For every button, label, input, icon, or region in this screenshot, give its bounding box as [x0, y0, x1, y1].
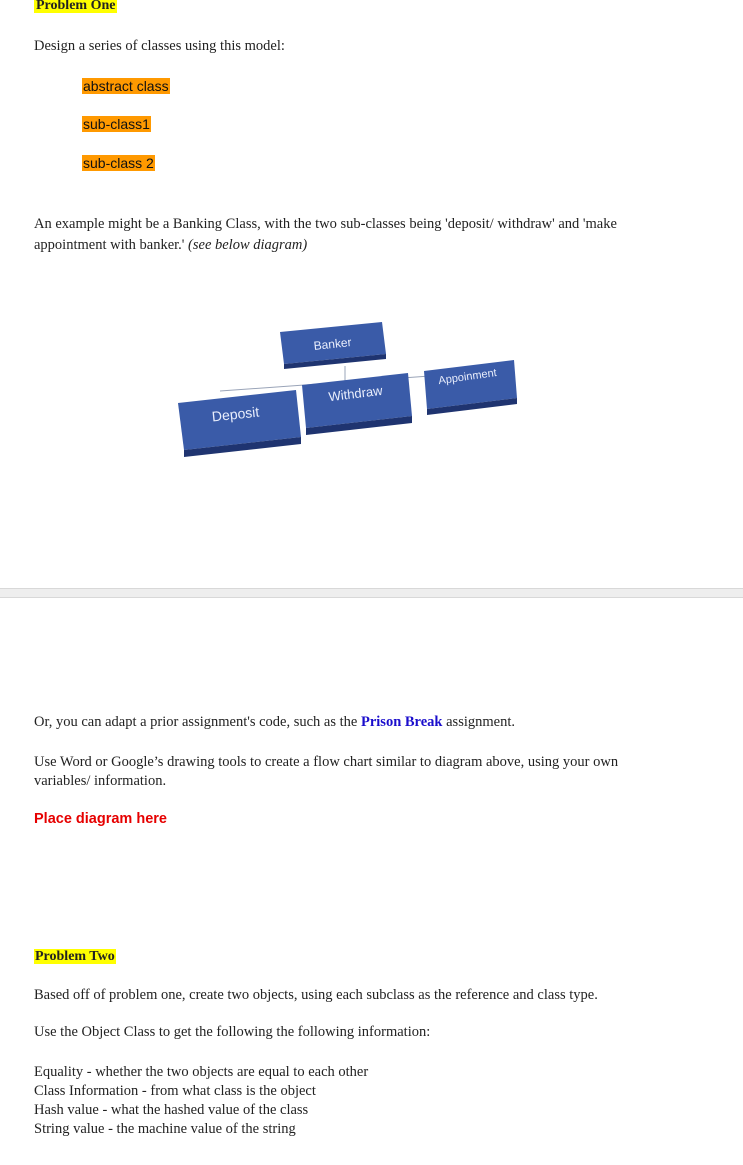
document-page-2	[0, 598, 743, 1165]
info-equality: Equality - whether the two objects are equal to each other	[34, 1064, 369, 1080]
example-note: (see below diagram)	[188, 237, 308, 253]
info-string: String value - the machine value of the string	[34, 1121, 296, 1137]
model-item-subclass2: sub-class 2	[83, 155, 154, 171]
banker-diagram	[170, 318, 530, 458]
example-text: An example might be a Banking Class, with the two sub-classes being 'deposit/ withdraw' and 'make appointment with banker.'	[34, 216, 617, 253]
diagram-node-deposit	[178, 390, 301, 457]
example-paragraph	[34, 214, 674, 256]
problem-two-text1: Based off of problem one, create two objects, using each subclass as the reference and class type.	[34, 987, 598, 1003]
diagram-node-withdraw	[302, 373, 412, 435]
problem-two-text2: Use the Object Class to get the following the following information:	[34, 1024, 431, 1040]
place-diagram-placeholder: Place diagram here	[34, 811, 167, 827]
diagram-node-banker	[280, 322, 386, 369]
diagram-label-deposit: Deposit	[211, 403, 260, 425]
intro-text: Design a series of classes using this model:	[34, 38, 285, 54]
problem-two-heading: Problem Two	[35, 949, 115, 964]
diagram-node-appoinment	[424, 360, 517, 415]
diagram-label-withdraw: Withdraw	[327, 382, 384, 405]
model-item-subclass1: sub-class1	[83, 116, 150, 132]
model-item-abstract: abstract class	[83, 78, 169, 94]
info-list	[34, 1063, 368, 1139]
tools-paragraph: Use Word or Google’s drawing tools to create a flow chart similar to diagram above, using your own variables/ information.	[34, 754, 619, 789]
page-break	[0, 588, 743, 598]
diagram-label-banker: Banker	[312, 335, 353, 353]
prison-break-link[interactable]: Prison Break	[360, 714, 443, 730]
diagram-label-appoinment: Appoinment	[437, 367, 498, 388]
info-class: Class Information - from what class is the object	[34, 1083, 316, 1099]
adapt-paragraph: Or, you can adapt a prior assignment's code, such as the Prison Break assignment.	[34, 714, 515, 730]
problem-one-heading: Problem One	[36, 0, 116, 13]
info-hash: Hash value - what the hashed value of the class	[34, 1102, 309, 1118]
